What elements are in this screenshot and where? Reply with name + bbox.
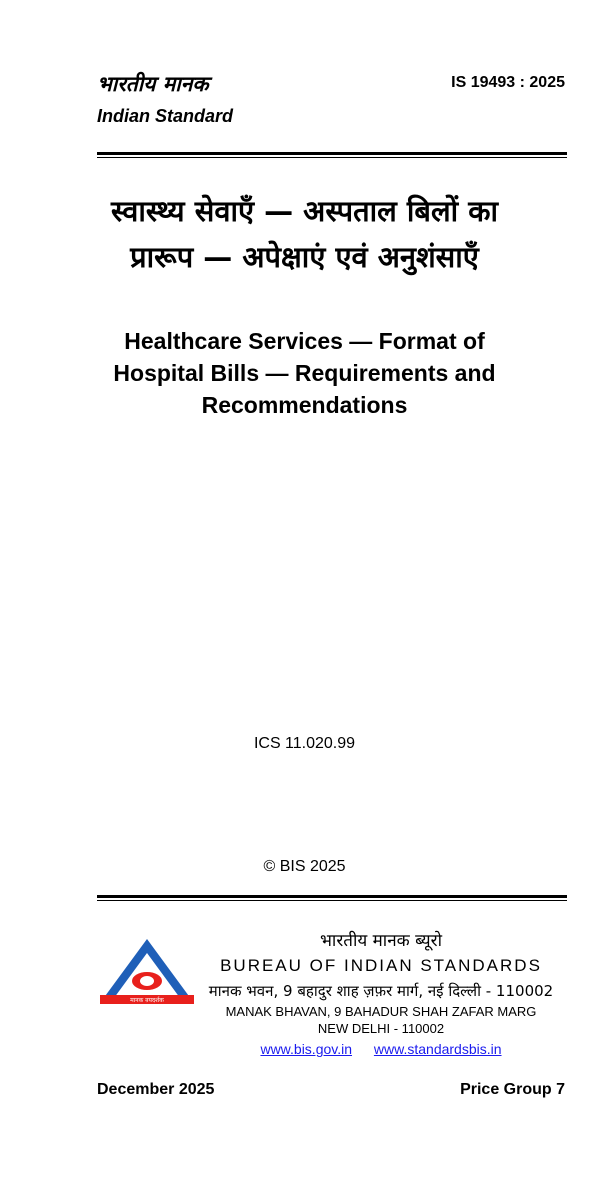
- english-title-line-1: Healthcare Services — Format of: [124, 328, 485, 354]
- publisher-address-line-1: MANAK BHAVAN, 9 BAHADUR SHAH ZAFAR MARG: [225, 1004, 537, 1019]
- hindi-title: [40, 188, 569, 280]
- english-title-line-3: Recommendations: [201, 392, 408, 418]
- ics-code: ICS 11.020.99: [253, 735, 356, 752]
- hindi-title-line-1: स्वास्थ्य सेवाएँ — अस्पताल बिलों का: [110, 194, 499, 228]
- top-double-rule: [97, 152, 567, 158]
- english-title: [40, 325, 569, 421]
- hindi-standard-label: भारतीय मानक: [97, 72, 209, 96]
- english-title-line-2: Hospital Bills — Requirements and: [113, 360, 496, 386]
- publisher-hindi-address: मानक भवन, 9 बहादुर शाह ज़फ़र मार्ग, नई दिल्ली - 110002: [208, 982, 554, 1000]
- indian-standard-label: Indian Standard: [97, 106, 234, 126]
- standard-number: IS 19493 : 2025: [451, 74, 565, 91]
- copyright: © BIS 2025: [263, 858, 346, 875]
- website-link-standardsbis[interactable]: www.standardsbis.in: [373, 1041, 502, 1057]
- publisher-block: [195, 929, 567, 1037]
- publisher-address-line-2: NEW DELHI - 110002: [317, 1021, 445, 1036]
- website-links: [195, 1041, 567, 1057]
- hindi-title-line-2: प्रारूप — अपेक्षाएं एवं अनुशंसाएँ: [130, 240, 479, 274]
- publisher-english-name: BUREAU OF INDIAN STANDARDS: [220, 956, 542, 975]
- website-link-bis[interactable]: www.bis.gov.in: [260, 1041, 353, 1057]
- logo-text: मानक ऩयदर्शक: [130, 997, 164, 1004]
- publication-date: December 2025: [97, 1081, 215, 1098]
- bis-logo-icon: [97, 937, 197, 1007]
- price-group: Price Group 7: [460, 1081, 565, 1098]
- publisher-hindi-name: भारतीय मानक ब्यूरो: [319, 931, 443, 951]
- bottom-double-rule: [97, 895, 567, 901]
